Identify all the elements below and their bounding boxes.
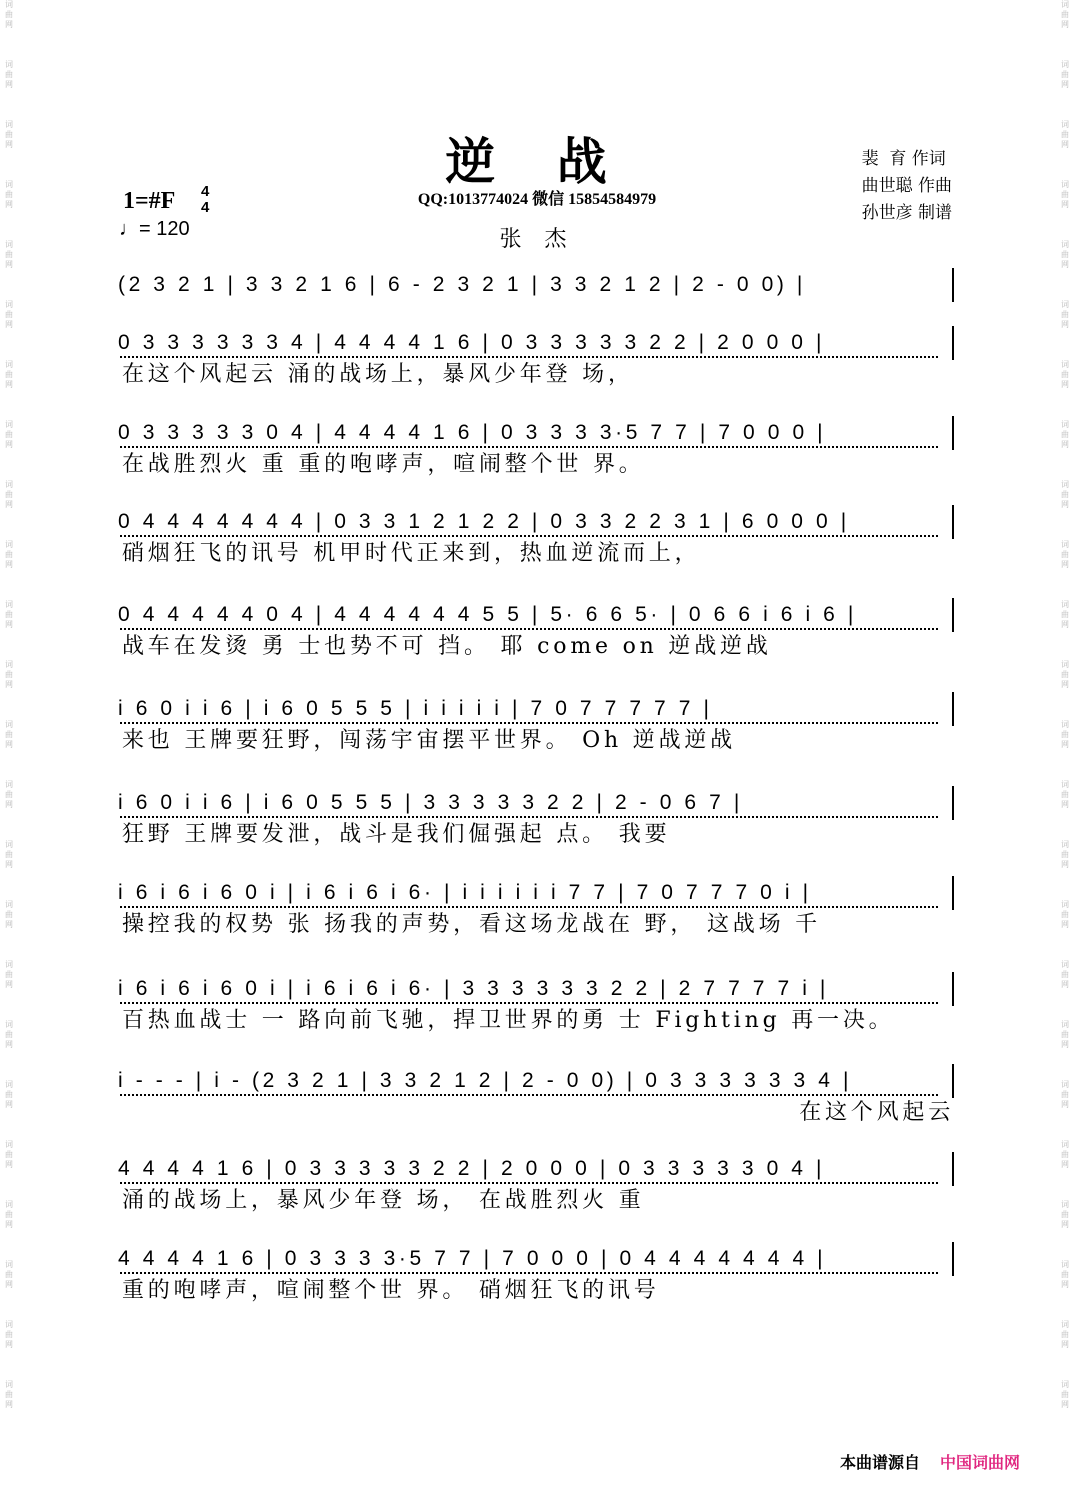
watermark-text: 词曲网: [5, 420, 13, 449]
notation-text: 0 4 4 4 4 4 0 4 | 4 4 4 4 4 4 5 5 | 5· 6 6 5· | 0 6 6 i 6 i 6 |: [118, 603, 857, 626]
notation-line: [118, 972, 954, 1006]
time-signature-top: 4: [201, 183, 210, 200]
beam-line: [120, 1272, 938, 1274]
notation-line: [118, 1242, 954, 1276]
watermark-text: 词曲网: [5, 480, 13, 509]
watermark-text: 词曲网: [5, 180, 13, 209]
lyric-line: 在这个风起云: [799, 1100, 954, 1125]
notation-text: 4 4 4 4 1 6 | 0 3 3 3 3 3 2 2 | 2 0 0 0 | 0 3 3 3 3 3 0 4 |: [118, 1157, 826, 1180]
notation-text: 0 4 4 4 4 4 4 4 | 0 3 3 1 2 1 2 2 | 0 3 3 2 2 3 1 | 6 0 0 0 |: [118, 510, 850, 533]
beam-line: [120, 816, 938, 818]
watermark-text: 词曲网: [1061, 1200, 1069, 1229]
watermark-text: 词曲网: [5, 1020, 13, 1049]
beam-line: [120, 535, 938, 537]
beam-line: [120, 1182, 938, 1184]
contact-info: QQ:1013774024 微信 15854584979: [417, 191, 657, 208]
watermark-text: 词曲网: [1061, 660, 1069, 689]
notation-line: [118, 876, 954, 910]
notation-text: i 6 0 i i 6 | i 6 0 5 5 5 | i i i i i | 7 0 7 7 7 7 7 |: [118, 697, 713, 720]
watermark-text: 词曲网: [5, 1140, 13, 1169]
footer-label: 本曲谱源自: [840, 1453, 921, 1472]
beam-line: [120, 1002, 938, 1004]
watermark-text: 词曲网: [5, 840, 13, 869]
lyric-line: 涌的战场上，暴风少年登 场， 在战胜烈火 重: [122, 1188, 645, 1213]
notation-line: [118, 598, 954, 632]
score-header: [0, 0, 1074, 260]
watermark-text: 词曲网: [5, 240, 13, 269]
notation-text: 4 4 4 4 1 6 | 0 3 3 3 3·5 7 7 | 7 0 0 0 | 0 4 4 4 4 4 4 4 |: [118, 1247, 827, 1270]
lyric-line: 硝烟狂飞的讯号 机甲时代正来到，热血逆流而上，: [122, 541, 701, 566]
source-footer: [840, 1450, 1020, 1473]
lyricist-credit: 裴 育 作词: [861, 149, 946, 169]
watermark-text: 词曲网: [1061, 120, 1069, 149]
notation-line: [118, 268, 954, 302]
beam-line: [120, 722, 938, 724]
notation-line: [118, 1152, 954, 1186]
lyric-line: 战车在发烫 勇 士也势不可 挡。 耶 come on 逆战逆战: [122, 634, 772, 659]
watermark-text: 词曲网: [5, 660, 13, 689]
singer-name: 张 杰: [499, 227, 575, 252]
watermark-text: 词曲网: [5, 900, 13, 929]
watermark-text: 词曲网: [1061, 1320, 1069, 1349]
watermark-text: 词曲网: [5, 720, 13, 749]
watermark-text: 词曲网: [5, 60, 13, 89]
barline: [952, 416, 954, 450]
watermark-text: 词曲网: [1061, 300, 1069, 329]
notation-text: (2 3 2 1 | 3 3 2 1 6 | 6 - 2 3 2 1 | 3 3 2 1 2 | 2 - 0 0) |: [118, 273, 806, 296]
watermark-text: 词曲网: [1061, 1380, 1069, 1409]
notation-line: [118, 692, 954, 726]
watermark-text: 词曲网: [1061, 0, 1069, 29]
barline: [952, 268, 954, 302]
watermark-text: 词曲网: [5, 780, 13, 809]
notation-line: [118, 416, 954, 450]
tempo-marking: ♩= 120: [119, 218, 190, 240]
time-signature: [201, 184, 209, 216]
barline: [952, 972, 954, 1006]
watermark-text: 词曲网: [1061, 1140, 1069, 1169]
watermark-text: 词曲网: [1061, 1020, 1069, 1049]
lyric-line: 在战胜烈火 重 重的咆哮声，喧闹整个世 界。: [122, 452, 645, 477]
barline: [952, 1242, 954, 1276]
watermark-text: 词曲网: [5, 1380, 13, 1409]
watermark-text: 词曲网: [1061, 180, 1069, 209]
watermark-text: 词曲网: [1061, 1080, 1069, 1109]
watermark-text: 词曲网: [1061, 900, 1069, 929]
watermark-text: 词曲网: [1061, 480, 1069, 509]
watermark-text: 词曲网: [1061, 840, 1069, 869]
watermark-text: 词曲网: [1061, 60, 1069, 89]
footer-site-link[interactable]: 中国词曲网: [940, 1453, 1021, 1472]
watermark-text: 词曲网: [5, 1260, 13, 1289]
notation-line: [118, 326, 954, 360]
lyric-line: 操控我的权势 张 扬我的声势，看这场龙战在 野， 这战场 千: [122, 912, 821, 937]
watermark-text: 词曲网: [1061, 360, 1069, 389]
notation-text: i 6 i 6 i 6 0 i | i 6 i 6 i 6· | i i i i i i 7 7 | 7 0 7 7 7 0 i |: [118, 881, 812, 904]
barline: [952, 876, 954, 910]
notation-text: 0 3 3 3 3 3 3 4 | 4 4 4 4 1 6 | 0 3 3 3 3 3 2 2 | 2 0 0 0 |: [118, 331, 826, 354]
watermark-text: 词曲网: [1061, 960, 1069, 989]
lyric-line: 百热血战士 一 路向前飞驰，捍卫世界的勇 士 Fighting 再一决。: [122, 1008, 895, 1033]
credits: [862, 146, 952, 227]
watermark-text: 词曲网: [5, 1080, 13, 1109]
watermark-text: 词曲网: [5, 540, 13, 569]
beam-line: [120, 628, 938, 630]
watermark-text: 词曲网: [1061, 420, 1069, 449]
watermark-text: 词曲网: [1061, 1260, 1069, 1289]
watermark-text: 词曲网: [5, 360, 13, 389]
watermark-text: 词曲网: [1061, 600, 1069, 629]
notation-text: i 6 0 i i 6 | i 6 0 5 5 5 | 3 3 3 3 3 2 2 | 2 - 0 6 7 |: [118, 791, 743, 814]
barline: [952, 598, 954, 632]
watermark-text: 词曲网: [5, 0, 13, 29]
lyric-line: 重的咆哮声，喧闹整个世 界。 硝烟狂飞的讯号: [122, 1278, 660, 1303]
beam-line: [120, 906, 938, 908]
notation-text: 0 3 3 3 3 3 0 4 | 4 4 4 4 1 6 | 0 3 3 3 3·5 7 7 | 7 0 0 0 |: [118, 421, 827, 444]
barline: [952, 1152, 954, 1186]
barline: [952, 505, 954, 539]
watermark-text: 词曲网: [5, 960, 13, 989]
watermark-text: 词曲网: [5, 600, 13, 629]
watermark-text: 词曲网: [1061, 540, 1069, 569]
key-signature: 1=#F: [123, 188, 176, 214]
song-title: 逆 战: [445, 132, 629, 191]
notation-text: i 6 i 6 i 6 0 i | i 6 i 6 i 6· | 3 3 3 3 3 3 2 2 | 2 7 7 7 7 i |: [118, 977, 829, 1000]
watermark-text: 词曲网: [1061, 240, 1069, 269]
watermark-text: 词曲网: [1061, 780, 1069, 809]
beam-line: [120, 446, 938, 448]
lyric-line: 狂野 王牌要发泄，战斗是我们倔强起 点。 我要: [122, 822, 671, 847]
watermark-text: 词曲网: [5, 300, 13, 329]
barline: [952, 1064, 954, 1098]
arranger-credit: 孙世彦 制谱: [861, 203, 952, 223]
beam-line: [120, 356, 938, 358]
barline: [952, 326, 954, 360]
lyric-line: 在这个风起云 涌的战场上，暴风少年登 场，: [122, 362, 634, 387]
watermark-text: 词曲网: [5, 120, 13, 149]
lyric-line: 来也 王牌要狂野，闯荡宇宙摆平世界。 Oh 逆战逆战: [122, 728, 736, 753]
notation-line: [118, 505, 954, 539]
watermark-text: 词曲网: [5, 1320, 13, 1349]
notation-line: [118, 1064, 954, 1098]
composer-credit: 曲世聪 作曲: [861, 176, 952, 196]
watermark-text: 词曲网: [1061, 720, 1069, 749]
beam-line: [120, 1094, 938, 1096]
barline: [952, 786, 954, 820]
watermark-text: 词曲网: [5, 1200, 13, 1229]
barline: [952, 692, 954, 726]
notation-text: i - - - | i - (2 3 2 1 | 3 3 2 1 2 | 2 - 0 0) | 0 3 3 3 3 3 3 4 |: [118, 1069, 853, 1092]
time-signature-bottom: 4: [201, 199, 210, 216]
notation-line: [118, 786, 954, 820]
